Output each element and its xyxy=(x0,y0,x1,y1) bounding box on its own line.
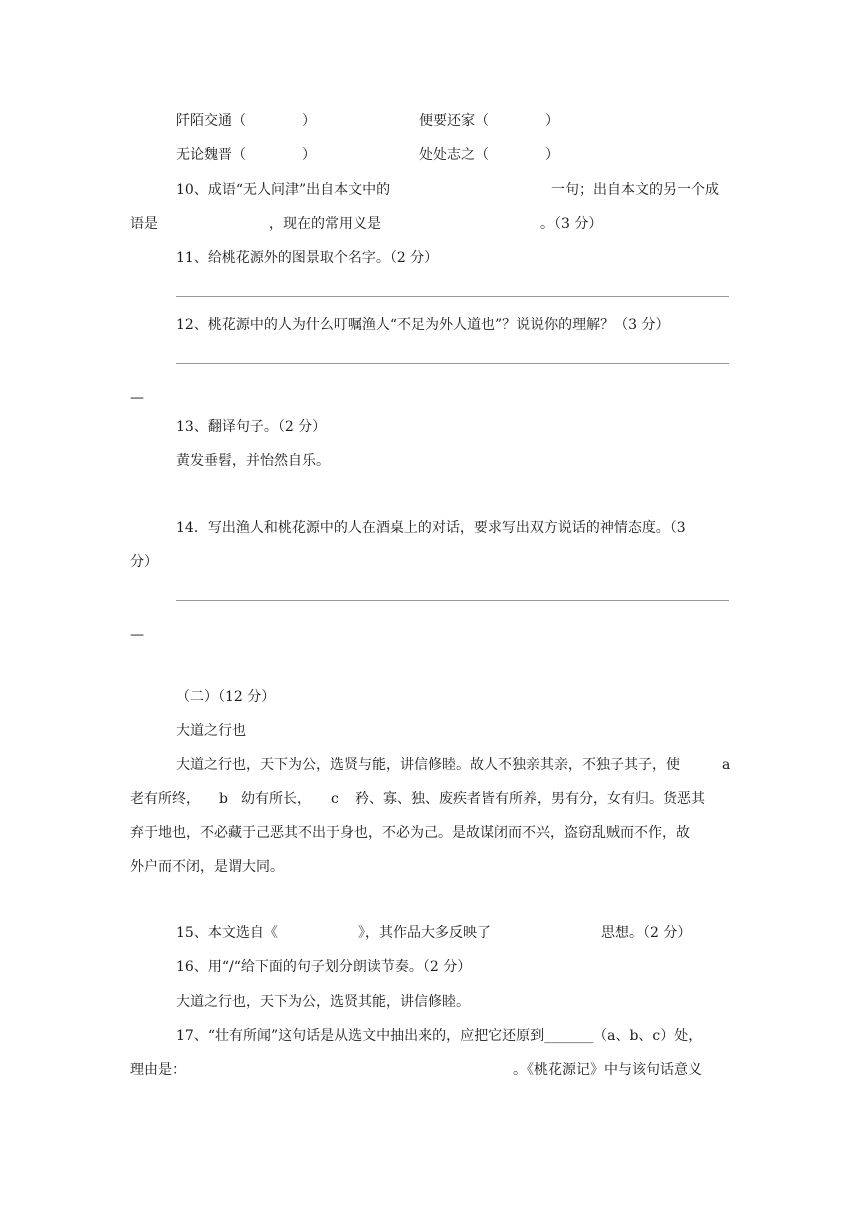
q17-line2-end: 。《桃花源记》中与该句话意义 xyxy=(513,1062,702,1078)
q12-dash: — xyxy=(130,390,144,406)
q10-line2-mid: ，现在的常用义是 xyxy=(269,216,381,232)
passage-line2-part3: 矜、寡、独、废疾者皆有所养，男有分，女有归。货恶其 xyxy=(355,791,705,807)
section2-title: 大道之行也 xyxy=(176,723,246,739)
passage-line1: 大道之行也，天下为公，选贤与能，讲信修睦。故人不独亲其亲，不独子其子，使 xyxy=(176,757,680,773)
section2-heading: （二）（12 分） xyxy=(176,689,276,705)
passage-line3: 弃于地也，不必藏于己恶其不出于身也，不必为己。是故谋闭而不兴，盗窃乱贼而不作，故 xyxy=(130,825,690,841)
passage-mark-b: b xyxy=(219,791,228,807)
passage-line2-part2: 幼有所长， xyxy=(241,791,311,807)
q9-item-a: 阡陌交通（ ） xyxy=(176,113,316,129)
q13-text: 13、翻译句子。（2 分） xyxy=(176,419,327,435)
q16-text: 16、用“/“给下面的句子划分朗读节奏。（2 分） xyxy=(176,959,472,975)
q11-answer-line[interactable] xyxy=(176,296,729,297)
q12-text: 12、桃花源中的人为什么叮嘱渔人“不足为外人道也”？说说你的理解？（3 分） xyxy=(176,317,670,333)
passage-line4: 外户而不闭，是谓大同。 xyxy=(130,859,284,875)
q15-mid: 》，其作品大多反映了 xyxy=(358,925,491,941)
q14-line1: 14．写出渔人和桃花源中的人在酒桌上的对话，要求写出双方说话的神情态度。（3 xyxy=(176,520,686,536)
q11-text: 11、给桃花源外的图景取个名字。（2 分） xyxy=(176,250,439,266)
q13-sentence: 黄发垂髫，并怡然自乐。 xyxy=(176,453,330,469)
q9-item-c: 无论魏晋（ ） xyxy=(176,147,316,163)
q9-item-b: 便要还家（ ） xyxy=(419,113,559,129)
q15-end: 思想。（2 分） xyxy=(601,925,692,941)
q14-answer-line[interactable] xyxy=(176,600,729,601)
q12-answer-line[interactable] xyxy=(176,363,729,364)
q17-line2-start: 理由是： xyxy=(130,1062,186,1078)
q10-line2-end: 。（3 分） xyxy=(540,216,603,232)
q14-line2: 分） xyxy=(130,554,158,570)
q9-item-d: 处处志之（ ） xyxy=(419,147,559,163)
q10-line2-start: 语是 xyxy=(130,216,158,232)
q10-line1-end: 一句；出自本文的另一个成 xyxy=(551,182,719,198)
q14-dash: — xyxy=(130,627,144,643)
passage-mark-c: c xyxy=(331,791,339,807)
passage-mark-a: a xyxy=(722,757,731,773)
passage-line2-part1: 老有所终， xyxy=(130,791,200,807)
q15-start: 15、本文选自《 xyxy=(176,925,278,941)
q17-line1: 17、“壮有所闻”这句话是从选文中抽出来的，应把它还原到_______（a、b、c）处， xyxy=(176,1028,703,1044)
q10-line1-start: 10、成语“无人问津”出自本文中的 xyxy=(176,182,391,198)
q16-sentence: 大道之行也，天下为公，选贤其能，讲信修睦。 xyxy=(176,994,470,1010)
